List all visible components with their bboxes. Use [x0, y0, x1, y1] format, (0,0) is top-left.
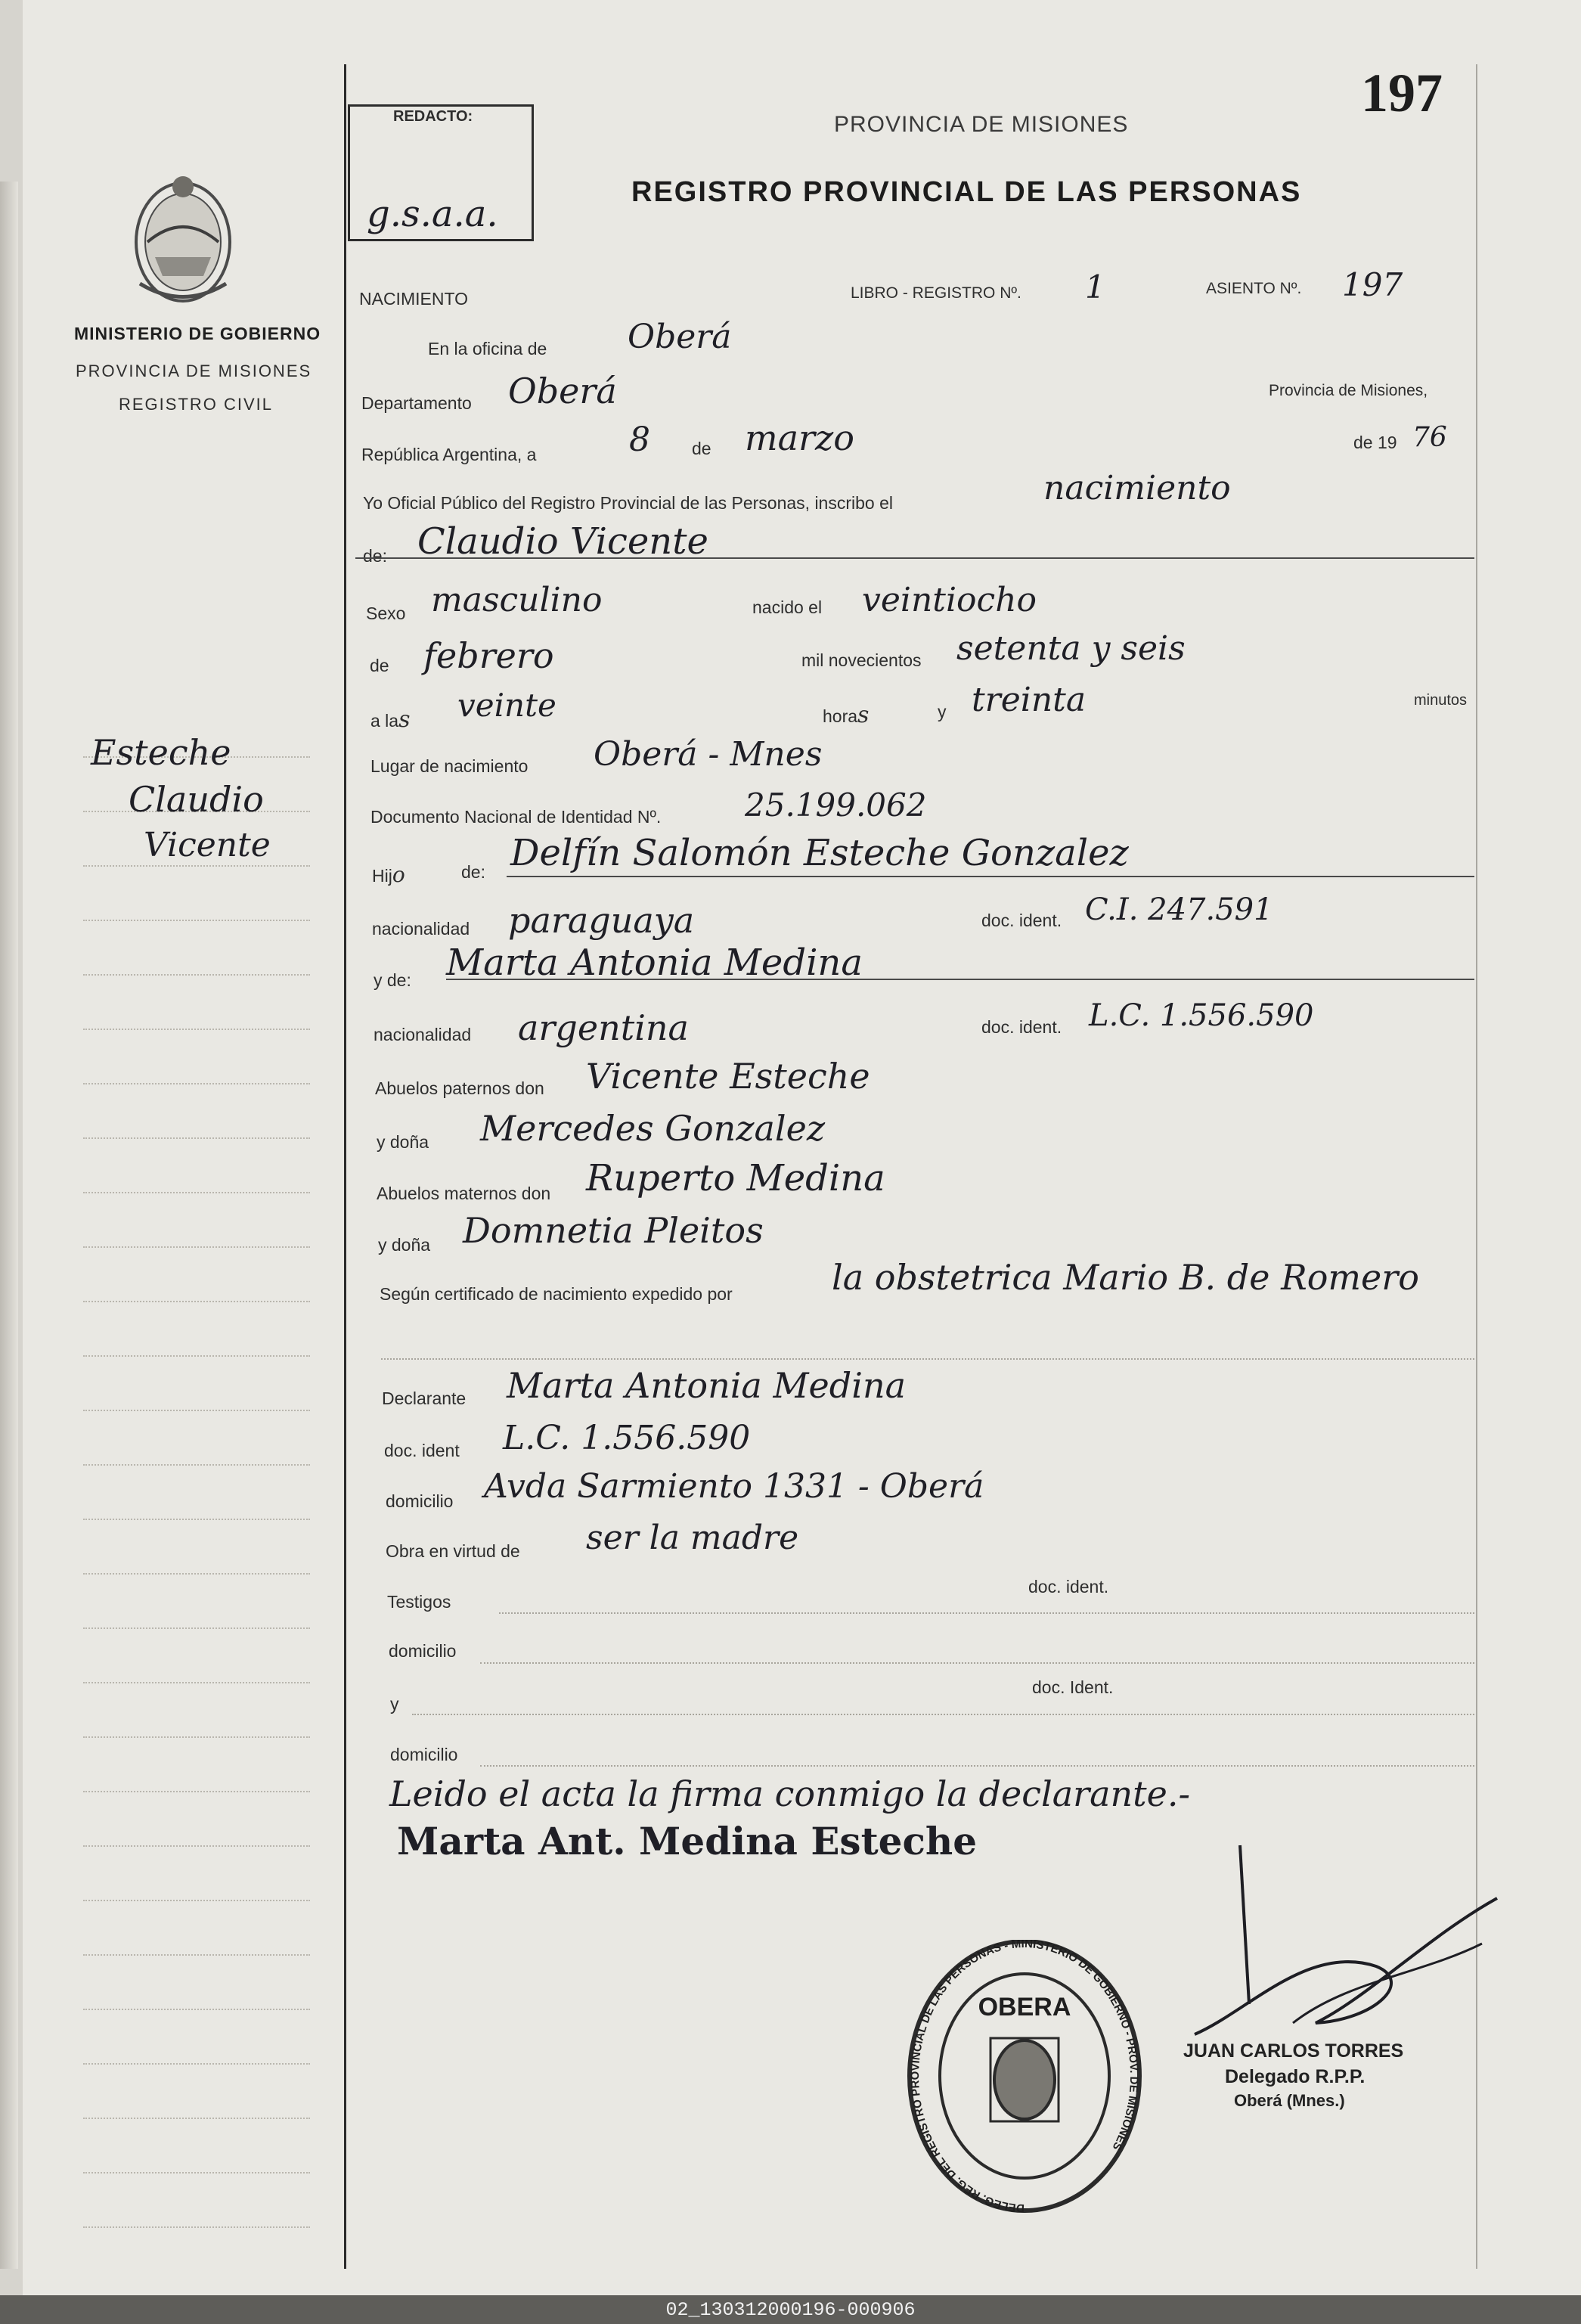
y-label: y — [938, 702, 947, 721]
yo-oficial-text: Yo Oficial Público del Registro Provincial de las Personas, inscribo el — [363, 493, 893, 513]
testigo2-doc-label: doc. Ident. — [1032, 1677, 1114, 1697]
abuelo-materno-value: Ruperto Medina — [586, 1157, 885, 1199]
obra-value: ser la madre — [586, 1519, 799, 1557]
obra-label: Obra en virtud de — [386, 1541, 520, 1561]
abuela-materna-label: y doña — [378, 1235, 431, 1255]
abuela-paterna-value: Mercedes Gonzalez — [480, 1108, 826, 1149]
hijo-de-label: de: — [461, 862, 485, 882]
lugar-label: Lugar de nacimiento — [370, 756, 529, 776]
persona-de-label: de: — [363, 546, 387, 566]
date-de-label: de — [692, 439, 711, 458]
margin-note-surname: Esteche — [91, 732, 231, 773]
official-name: JUAN CARLOS TORRES — [1183, 2040, 1404, 2062]
abuela-materna-value: Domnetia Pleitos — [463, 1210, 764, 1251]
declarant-signature: Marta Ant. Medina Esteche — [397, 1819, 978, 1863]
sexo-label: Sexo — [366, 603, 406, 623]
declarante-value: Marta Antonia Medina — [507, 1365, 906, 1406]
footer-id: 02_130312000196-000906 — [665, 2299, 916, 2321]
year-value: 76 — [1412, 422, 1447, 453]
province-heading: PROVINCIA DE MISIONES — [834, 112, 1129, 137]
hora-value: veinte — [457, 687, 556, 724]
declarante-label: Declarante — [382, 1389, 467, 1408]
abuelos-paternos-label: Abuelos paternos don — [375, 1078, 544, 1098]
anio-value: setenta y seis — [956, 629, 1186, 668]
testigo2-domicilio-label: domicilio — [390, 1745, 458, 1764]
declarante-doc-value: L.C. 1.556.590 — [503, 1419, 751, 1457]
civil-registry-label: REGISTRO CIVIL — [119, 395, 274, 414]
year-label: de 19 — [1353, 433, 1397, 452]
domicilio-value: Avda Sarmiento 1331 - Oberá — [484, 1467, 984, 1506]
departamento-value: Oberá — [508, 371, 617, 411]
registry-heading: REGISTRO PROVINCIAL DE LAS PERSONAS — [631, 176, 1302, 208]
persona-value: Claudio Vicente — [417, 520, 708, 563]
act-type-label: NACIMIENTO — [359, 289, 468, 309]
padre-value: Delfín Salomón Esteche Gonzalez — [510, 832, 1129, 874]
segun-label: Según certificado de nacimiento expedido por — [380, 1284, 733, 1304]
libro-label: LIBRO - REGISTRO Nº. — [851, 284, 1021, 302]
day-value: 8 — [629, 420, 650, 459]
libro-value: 1 — [1085, 268, 1105, 306]
ministry-province: PROVINCIA DE MISIONES — [76, 361, 312, 380]
redacto-label: REDACTO: — [393, 108, 473, 125]
minutos-value: treinta — [972, 681, 1087, 719]
margin-note-middlename: Vicente — [144, 826, 271, 864]
sexo-value: masculino — [431, 581, 603, 619]
sheet-number: 197 — [1361, 63, 1443, 123]
oficina-value: Oberá — [628, 318, 732, 356]
official-title: Delegado R.P.P. — [1225, 2066, 1366, 2087]
asiento-label: ASIENTO Nº. — [1206, 280, 1302, 297]
madre-nac-label: nacionalidad — [374, 1025, 472, 1044]
declarante-doc-label: doc. ident — [384, 1441, 460, 1460]
abuelo-paterno-value: Vicente Esteche — [586, 1056, 870, 1097]
madre-nac-value: argentina — [518, 1007, 689, 1048]
mes-de-label: de — [370, 656, 389, 675]
alas-label: a las — [370, 706, 411, 733]
asiento-value: 197 — [1342, 266, 1403, 303]
padre-doc-value: C.I. 247.591 — [1085, 892, 1273, 927]
testigo-domicilio-label: domicilio — [389, 1641, 457, 1661]
testigo-doc-label: doc. ident. — [1028, 1577, 1109, 1596]
abuela-paterna-label: y doña — [377, 1132, 429, 1152]
dni-value: 25.199.062 — [745, 787, 927, 824]
provincia-suffix: Provincia de Misiones, — [1269, 382, 1428, 399]
coat-of-arms-icon — [125, 170, 242, 306]
mes-value: febrero — [423, 635, 554, 676]
testigo2-y-label: y — [390, 1694, 399, 1714]
domicilio-label: domicilio — [386, 1491, 454, 1511]
binding-shadow — [0, 182, 18, 2269]
minutos-label: minutos — [1414, 692, 1468, 709]
republica-label: República Argentina, a — [361, 445, 537, 464]
testigos-label: Testigos — [387, 1592, 451, 1612]
redacto-initials: g.s.a.a. — [367, 193, 498, 235]
madre-doc-value: L.C. 1.556.590 — [1089, 998, 1314, 1033]
ministry-name: MINISTERIO DE GOBIERNO — [74, 324, 321, 343]
nacido-label: nacido el — [752, 597, 823, 617]
padre-nac-value: paraguaya — [508, 900, 695, 941]
departamento-label: Departamento — [361, 393, 472, 413]
official-place: Oberá (Mnes.) — [1234, 2091, 1345, 2110]
madre-value: Marta Antonia Medina — [446, 942, 863, 984]
official-signature-icon — [1180, 1830, 1505, 2057]
margin-note-firstname: Claudio — [129, 779, 264, 820]
lugar-value: Oberá - Mnes — [594, 735, 823, 774]
closing-note: Leido el acta la firma conmigo la declarante.- — [389, 1773, 1191, 1814]
hijo-label: Hijo — [372, 862, 405, 887]
padre-nac-label: nacionalidad — [372, 919, 470, 939]
month-value: marzo — [745, 417, 854, 458]
seal-ring-text: DELEG. REG. DEL REGISTRO PROVINCIAL DE LAS PERSONAS - MINISTERIO DE GOBIERNO - PROV. DE MISIONES — [909, 1940, 1141, 2215]
mil-novecientos-label: mil novecientos — [801, 650, 922, 670]
segun-value: la obstetrica Mario B. de Romero — [832, 1257, 1419, 1298]
official-seal-icon — [904, 1940, 1145, 2227]
seal-city: OBERA — [978, 1993, 1071, 2021]
y-de-label: y de: — [374, 970, 411, 990]
horas-label: horas — [823, 702, 870, 728]
dni-label: Documento Nacional de Identidad Nº. — [370, 807, 662, 827]
oficina-label: En la oficina de — [428, 339, 547, 358]
madre-doc-label: doc. ident. — [981, 1017, 1062, 1037]
abuelos-maternos-label: Abuelos maternos don — [377, 1184, 551, 1203]
padre-doc-label: doc. ident. — [981, 911, 1062, 930]
nacido-value: veintiocho — [862, 581, 1037, 619]
inscribo-value: nacimiento — [1043, 469, 1231, 507]
